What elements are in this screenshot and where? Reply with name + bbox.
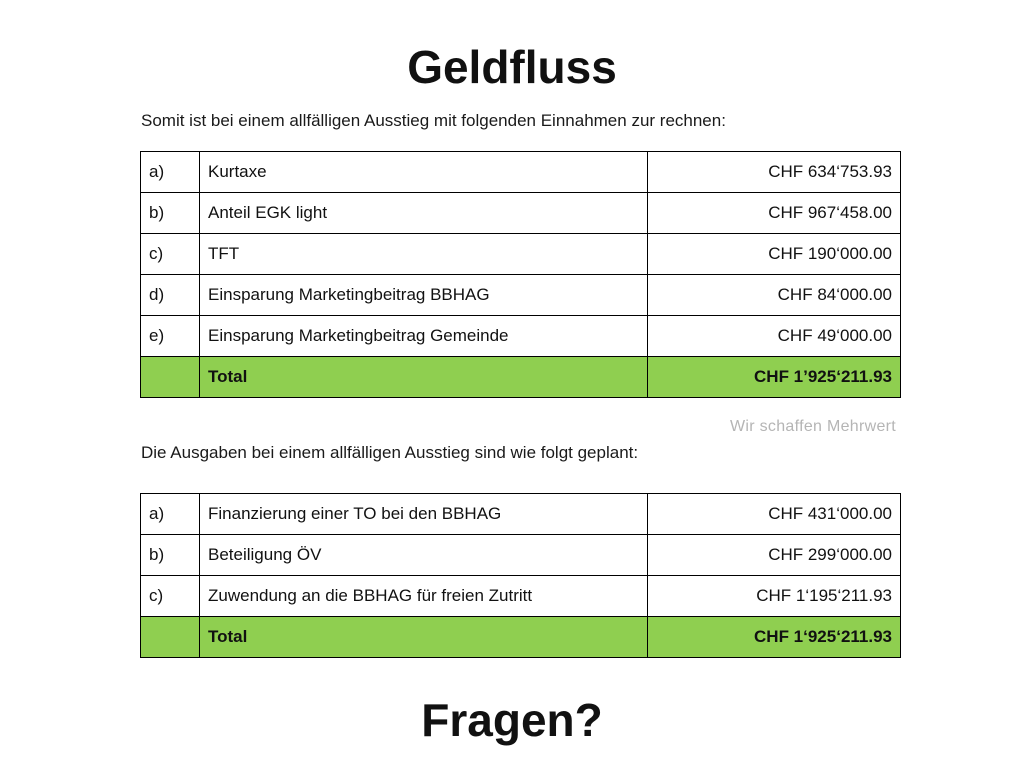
table-row bbox=[141, 316, 901, 357]
row-amount: CHF 967‘458.00 bbox=[648, 193, 901, 234]
row-label: TFT bbox=[200, 234, 648, 275]
row-amount: CHF 84‘000.00 bbox=[648, 275, 901, 316]
row-amount: CHF 190‘000.00 bbox=[648, 234, 901, 275]
row-amount: CHF 431‘000.00 bbox=[648, 494, 901, 535]
row-amount: CHF 299‘000.00 bbox=[648, 535, 901, 576]
row-label: Einsparung Marketingbeitrag BBHAG bbox=[200, 275, 648, 316]
total-letter-cell bbox=[141, 357, 200, 398]
row-letter: a) bbox=[141, 494, 200, 535]
table-row bbox=[141, 193, 901, 234]
watermark-text: Wir schaffen Mehrwert bbox=[730, 418, 897, 435]
row-letter: c) bbox=[141, 576, 200, 617]
row-label: Finanzierung einer TO bei den BBHAG bbox=[200, 494, 648, 535]
total-letter-cell bbox=[141, 617, 200, 658]
table-row bbox=[141, 576, 901, 617]
table-row bbox=[141, 535, 901, 576]
expenses-total-row bbox=[141, 617, 901, 658]
row-letter: b) bbox=[141, 193, 200, 234]
row-letter: a) bbox=[141, 152, 200, 193]
row-letter: c) bbox=[141, 234, 200, 275]
income-intro-text: Somit ist bei einem allfälligen Ausstieg mit folgenden Einnahmen zur rechnen: bbox=[141, 111, 726, 130]
row-label: Zuwendung an die BBHAG für freien Zutritt bbox=[200, 576, 648, 617]
row-amount: CHF 634‘753.93 bbox=[648, 152, 901, 193]
total-amount: CHF 1’925‘211.93 bbox=[648, 357, 901, 398]
total-label: Total bbox=[200, 617, 648, 658]
table-row bbox=[141, 494, 901, 535]
row-letter: d) bbox=[141, 275, 200, 316]
row-letter: b) bbox=[141, 535, 200, 576]
page-title: Geldfluss bbox=[407, 41, 617, 93]
income-table bbox=[140, 151, 901, 398]
table-row bbox=[141, 152, 901, 193]
table-row bbox=[141, 275, 901, 316]
expenses-table bbox=[140, 493, 901, 658]
income-total-row bbox=[141, 357, 901, 398]
table-row bbox=[141, 234, 901, 275]
row-label: Beteiligung ÖV bbox=[200, 535, 648, 576]
total-amount: CHF 1‘925‘211.93 bbox=[648, 617, 901, 658]
row-letter: e) bbox=[141, 316, 200, 357]
expenses-intro-text: Die Ausgaben bei einem allfälligen Ausstieg sind wie folgt geplant: bbox=[141, 443, 639, 462]
row-label: Kurtaxe bbox=[200, 152, 648, 193]
row-label: Einsparung Marketingbeitrag Gemeinde bbox=[200, 316, 648, 357]
row-amount: CHF 1‘195‘211.93 bbox=[648, 576, 901, 617]
row-label: Anteil EGK light bbox=[200, 193, 648, 234]
questions-heading: Fragen? bbox=[421, 694, 603, 746]
row-amount: CHF 49‘000.00 bbox=[648, 316, 901, 357]
total-label: Total bbox=[200, 357, 648, 398]
